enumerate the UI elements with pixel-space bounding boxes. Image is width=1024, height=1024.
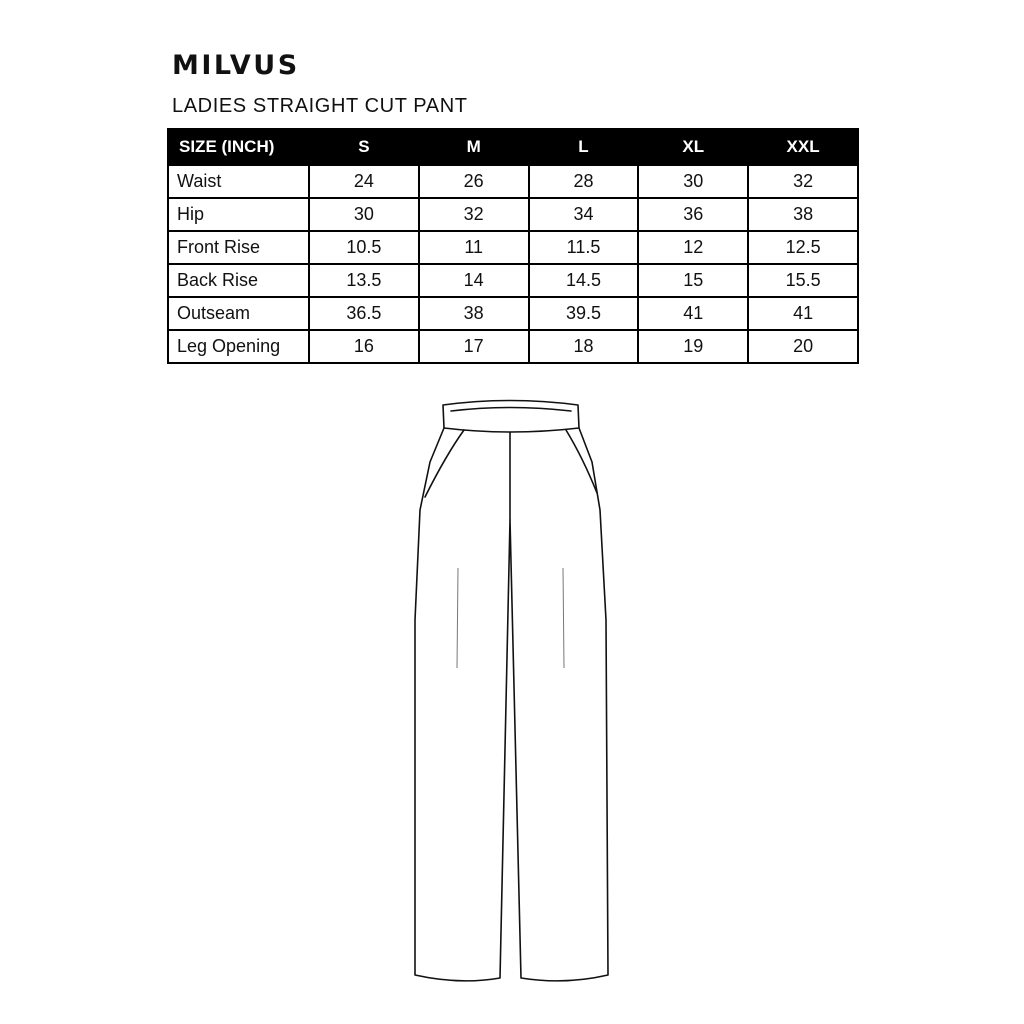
table-cell: 12 [638, 231, 748, 264]
left-crease-line [457, 568, 458, 668]
brand-logo: MILVUS [172, 50, 300, 81]
row-label-outseam: Outseam [168, 297, 309, 330]
table-cell: 12.5 [748, 231, 858, 264]
table-cell: 41 [638, 297, 748, 330]
left-pocket [425, 430, 464, 497]
table-cell: 36.5 [309, 297, 419, 330]
table-cell: 24 [309, 165, 419, 198]
product-title: LADIES STRAIGHT CUT PANT [172, 95, 468, 117]
row-label-front-rise: Front Rise [168, 231, 309, 264]
table-cell: 16 [309, 330, 419, 363]
table-row [168, 297, 858, 330]
table-cell: 18 [529, 330, 639, 363]
table-cell: 20 [748, 330, 858, 363]
row-label-waist: Waist [168, 165, 309, 198]
table-cell: 13.5 [309, 264, 419, 297]
table-row [168, 330, 858, 363]
table-cell: 34 [529, 198, 639, 231]
table-cell: 19 [638, 330, 748, 363]
right-crease-line [563, 568, 564, 668]
waistband-outline [443, 401, 579, 433]
table-row [168, 165, 858, 198]
table-cell: 39.5 [529, 297, 639, 330]
table-cell: 11.5 [529, 231, 639, 264]
pant-technical-drawing [400, 392, 624, 992]
table-cell: 14.5 [529, 264, 639, 297]
table-cell: 38 [748, 198, 858, 231]
size-header-l: L [529, 129, 639, 165]
table-cell: 30 [309, 198, 419, 231]
row-label-leg-opening: Leg Opening [168, 330, 309, 363]
table-cell: 17 [419, 330, 529, 363]
size-unit-header: SIZE (INCH) [168, 129, 309, 165]
table-cell: 14 [419, 264, 529, 297]
table-row [168, 198, 858, 231]
table-cell: 15 [638, 264, 748, 297]
table-cell: 30 [638, 165, 748, 198]
table-cell: 32 [419, 198, 529, 231]
table-cell: 41 [748, 297, 858, 330]
table-cell: 26 [419, 165, 529, 198]
table-cell: 36 [638, 198, 748, 231]
table-cell: 32 [748, 165, 858, 198]
table-header-row [168, 129, 858, 165]
size-header-m: M [419, 129, 529, 165]
size-header-s: S [309, 129, 419, 165]
table-row [168, 264, 858, 297]
table-cell: 38 [419, 297, 529, 330]
table-cell: 10.5 [309, 231, 419, 264]
size-header-xxl: XXL [748, 129, 858, 165]
table-cell: 15.5 [748, 264, 858, 297]
waistband-inner-edge [451, 408, 571, 412]
size-chart-table [167, 128, 859, 364]
row-label-hip: Hip [168, 198, 309, 231]
table-cell: 11 [419, 231, 529, 264]
row-label-back-rise: Back Rise [168, 264, 309, 297]
table-row [168, 231, 858, 264]
size-header-xl: XL [638, 129, 748, 165]
table-cell: 28 [529, 165, 639, 198]
pant-outline [415, 428, 608, 981]
